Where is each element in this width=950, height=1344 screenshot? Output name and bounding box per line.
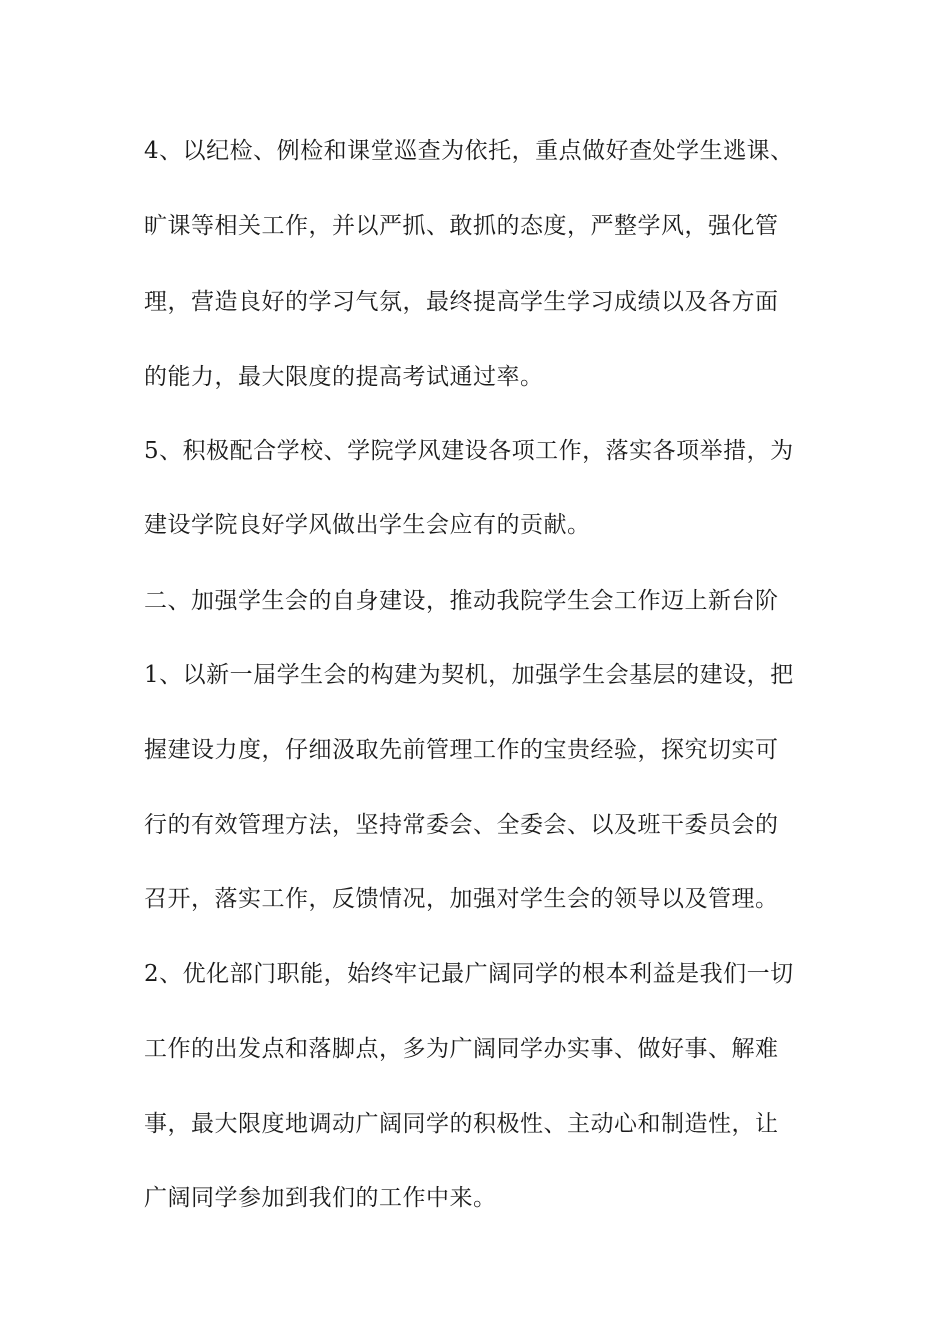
text-line: 的能力，最大限度的提高考试通过率。 [144, 364, 544, 390]
text-line: 行的有效管理方法，坚持常委会、全委会、以及班干委员会的 [144, 812, 779, 838]
text-line: 5、积极配合学校、学院学风建设各项工作，落实各项举措，为 [144, 438, 794, 464]
text-line: 建设学院良好学风做出学生会应有的贡献。 [144, 512, 591, 538]
text-line: 握建设力度，仔细汲取先前管理工作的宝贵经验，探究切实可 [144, 737, 779, 763]
text-line: 旷课等相关工作，并以严抓、敢抓的态度，严整学风，强化管 [144, 213, 779, 239]
text-line: 2、优化部门职能，始终牢记最广阔同学的根本利益是我们一切 [144, 961, 794, 987]
text-line: 广阔同学参加到我们的工作中来。 [144, 1185, 497, 1211]
section-heading: 二、加强学生会的自身建设，推动我院学生会工作迈上新台阶 [144, 588, 779, 614]
text-line: 工作的出发点和落脚点，多为广阔同学办实事、做好事、解难 [144, 1036, 779, 1062]
text-line: 1、以新一届学生会的构建为契机，加强学生会基层的建设，把 [144, 662, 794, 688]
text-line: 召开，落实工作，反馈情况，加强对学生会的领导以及管理。 [144, 886, 779, 912]
text-line: 理，营造良好的学习气氛，最终提高学生学习成绩以及各方面 [144, 289, 779, 315]
text-line: 事，最大限度地调动广阔同学的积极性、主动心和制造性，让 [144, 1111, 779, 1137]
text-line: 4、以纪检、例检和课堂巡查为依托，重点做好查处学生逃课、 [144, 138, 794, 164]
